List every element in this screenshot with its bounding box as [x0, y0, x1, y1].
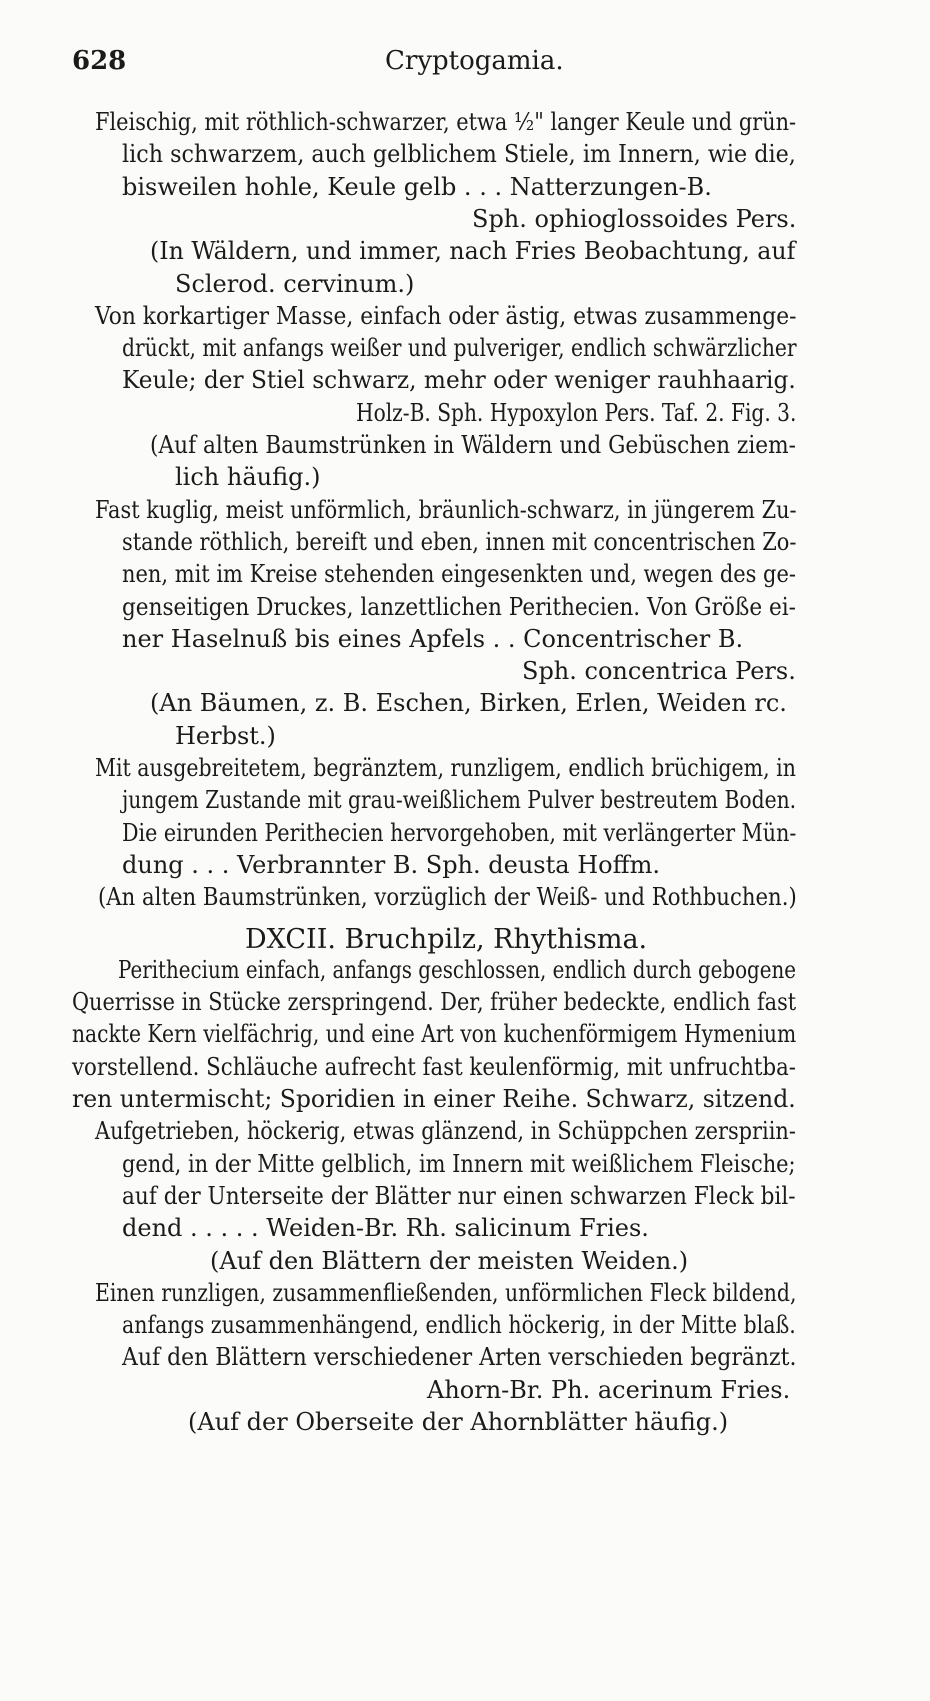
text-line: (Auf der Oberseite der Ahornblätter häufig.): [188, 1408, 729, 1436]
text-line: ren untermischt; Sporidien in einer Reihe. Schwarz, sitzend.: [72, 1085, 796, 1113]
text-line: nackte Kern vielfächrig, und eine Art von kuchenförmigem Hymenium: [72, 1020, 797, 1049]
text-line: Fast kuglig, meist unförmlich, bräunlich-schwarz, in jüngerem Zu-: [95, 495, 797, 524]
text-line: Von korkartiger Masse, einfach oder ästig, etwas zusammenge-: [95, 301, 797, 330]
text-line: genseitigen Druckes, lanzettlichen Perithecien. Von Größe ei-: [122, 592, 796, 621]
text-line: (In Wäldern, und immer, nach Fries Beobachtung, auf: [150, 237, 796, 266]
text-line: dung . . . Verbrannter B. Sph. deusta Hoffm.: [122, 850, 661, 879]
text-line: Fleischig, mit röthlich-schwarzer, etwa ½" langer Keule und grün-: [95, 108, 797, 136]
text-line: (Auf alten Baumstrünken in Wäldern und Gebüschen ziem-: [150, 431, 796, 459]
text-line: Ahorn-Br. Ph. acerinum Fries.: [427, 1375, 791, 1404]
text-line: bisweilen hohle, Keule gelb . . . Natterzungen-B.: [122, 172, 712, 201]
text-line: Auf den Blättern verschiedener Arten verschieden begränzt.: [122, 1343, 797, 1372]
text-line: Querrisse in Stücke zerspringend. Der, früher bedeckte, endlich fast: [72, 988, 797, 1017]
text-line: dend . . . . . Weiden-Br. Rh. salicinum Fries.: [122, 1214, 649, 1243]
text-line: (An alten Baumstrünken, vorzüglich der Weiß- und Rothbuchen.): [98, 883, 797, 912]
page-number: 628: [72, 46, 127, 76]
text-line: Einen runzligen, zusammenfließenden, unförmlichen Fleck bildend,: [95, 1278, 797, 1307]
running-title: Cryptogamia.: [385, 46, 564, 76]
text-line: lich schwarzem, auch gelblichem Stiele, im Innern, wie die,: [122, 140, 796, 169]
text-line: (Auf den Blättern der meisten Weiden.): [210, 1246, 689, 1275]
text-line: Mit ausgebreitetem, begränztem, runzligem, endlich brüchigem, in: [95, 754, 796, 782]
text-line: auf der Unterseite der Blätter nur einen schwarzen Fleck bil-: [122, 1181, 796, 1210]
text-line: anfangs zusammenhängend, endlich höckerig, in der Mitte blaß.: [122, 1311, 796, 1340]
text-line: Aufgetrieben, höckerig, etwas glänzend, in Schüppchen zerspriin-: [95, 1117, 796, 1146]
text-line: gend, in der Mitte gelblich, im Innern mit weißlichem Fleische;: [122, 1149, 796, 1178]
text-line: Sph. concentrica Pers.: [522, 657, 796, 686]
text-line: Keule; der Stiel schwarz, mehr oder weniger rauhhaarig.: [122, 366, 796, 395]
text-line: lich häufig.): [175, 463, 321, 492]
text-line: ner Haselnuß bis eines Apfels . . Concentrischer B.: [122, 624, 744, 653]
text-line: Die eirunden Perithecien hervorgehoben, mit verlängerter Mün-: [122, 818, 797, 847]
text-line: Sph. ophioglossoides Pers.: [472, 204, 797, 233]
text-line: Herbst.): [175, 721, 276, 750]
text-line: stande röthlich, bereift und eben, innen mit concentrischen Zo-: [122, 527, 797, 556]
text-line: Perithecium einfach, anfangs geschlossen, endlich durch gebogene: [118, 955, 797, 984]
section-heading: DXCII. Bruchpilz, Rhythisma.: [245, 923, 648, 955]
text-line: (An Bäumen, z. B. Eschen, Birken, Erlen, Weiden rc.: [150, 689, 787, 718]
text-line: nen, mit im Kreise stehenden eingesenkten und, wegen des ge-: [122, 560, 796, 589]
text-line: jungem Zustande mit grau-weißlichem Pulver bestreutem Boden.: [122, 786, 797, 815]
text-line: vorstellend. Schläuche aufrecht fast keulenförmig, mit unfruchtba-: [72, 1052, 796, 1081]
text-line: Sclerod. cervinum.): [175, 269, 415, 298]
text-line: drückt, mit anfangs weißer und pulveriger, endlich schwärzlicher: [122, 334, 797, 363]
text-line: Holz-B. Sph. Hypoxylon Pers. Taf. 2. Fig. 3.: [356, 398, 797, 427]
